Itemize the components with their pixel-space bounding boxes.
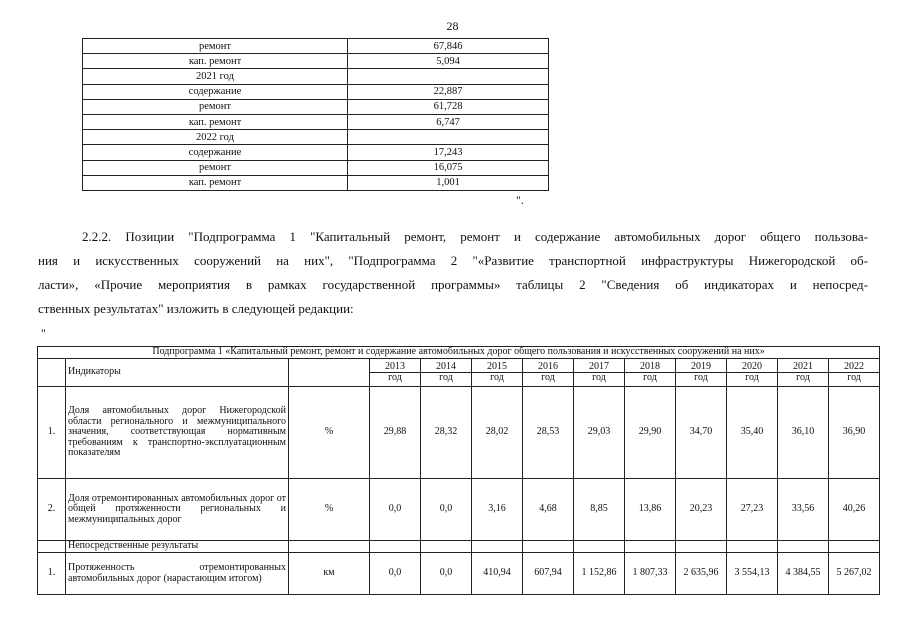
header-unit-cell (289, 359, 370, 387)
empty-cell (523, 541, 574, 553)
year-value: 2018 (625, 362, 675, 374)
row-number: 1. (38, 387, 66, 479)
value-cell: 33,56 (778, 479, 829, 541)
row-value: 5,094 (348, 54, 549, 69)
value-cell: 410,94 (472, 553, 523, 595)
row-number: 1. (38, 553, 66, 595)
amendment-paragraph (38, 225, 868, 321)
header-num-cell (38, 359, 66, 387)
value-cell: 20,23 (676, 479, 727, 541)
table-row (83, 69, 549, 84)
year-value: 2014 (421, 362, 471, 374)
year-suffix: год (847, 372, 861, 383)
row-label: ремонт (83, 99, 348, 114)
empty-cell (289, 541, 370, 553)
table-row (38, 479, 880, 541)
value-cell: 0,0 (370, 553, 421, 595)
year-value: 2015 (472, 362, 522, 374)
row-label: кап. ремонт (83, 54, 348, 69)
table-row (83, 145, 549, 160)
closing-quote: ". (516, 193, 524, 207)
row-label: ремонт (83, 160, 348, 175)
value-cell: 28,32 (421, 387, 472, 479)
value-cell: 0,0 (421, 553, 472, 595)
section-label: Непосредственные результаты (66, 541, 289, 553)
opening-quote: " (41, 326, 46, 340)
header-year (778, 359, 829, 387)
value-cell: 3 554,13 (727, 553, 778, 595)
year-value: 2016 (523, 362, 573, 374)
table-row (83, 130, 549, 145)
value-cell: 1 807,33 (625, 553, 676, 595)
paragraph-line: 2.2.2. Позиции "Подпрограмма 1 "Капитальный ремонт, ремонт и содержание автомобильных дорог общего пользова- (82, 229, 868, 244)
empty-cell (472, 541, 523, 553)
row-label: 2021 год (83, 69, 348, 84)
empty-cell (778, 541, 829, 553)
row-value: 22,887 (348, 84, 549, 99)
value-cell: 34,70 (676, 387, 727, 479)
row-value (348, 130, 549, 145)
page-number: 28 (446, 19, 459, 33)
year-value: 2022 (829, 362, 879, 374)
value-cell: 36,90 (829, 387, 880, 479)
paragraph-line: ственных результатах" изложить в следующей редакции: (38, 301, 354, 316)
table-row (83, 114, 549, 129)
value-cell: 29,90 (625, 387, 676, 479)
header-year (472, 359, 523, 387)
year-suffix: год (490, 372, 504, 383)
value-cell: 2 635,96 (676, 553, 727, 595)
year-value: 2020 (727, 362, 777, 374)
row-value: 6,747 (348, 114, 549, 129)
indicator-name: Протяженность отремонтированных автомобильных дорог (нарастающим итогом) (66, 553, 289, 595)
value-cell: 28,53 (523, 387, 574, 479)
empty-cell (421, 541, 472, 553)
row-label: кап. ремонт (83, 114, 348, 129)
table-row (83, 54, 549, 69)
header-year (370, 359, 421, 387)
year-suffix: год (745, 372, 759, 383)
value-cell: 4,68 (523, 479, 574, 541)
indicators-table (37, 346, 880, 595)
value-cell: 3,16 (472, 479, 523, 541)
row-label: содержание (83, 84, 348, 99)
row-value: 61,728 (348, 99, 549, 114)
table-row (83, 84, 549, 99)
year-suffix: год (388, 372, 402, 383)
header-year (421, 359, 472, 387)
table-row (38, 387, 880, 479)
header-year (625, 359, 676, 387)
empty-cell (829, 541, 880, 553)
row-value: 16,075 (348, 160, 549, 175)
header-year (676, 359, 727, 387)
paragraph-line: ласти», «Прочие мероприятия в рамках государственной программы» таблицы 2 "Сведения об индикаторах и непосред- (38, 277, 868, 292)
value-cell: 27,23 (727, 479, 778, 541)
row-value: 67,846 (348, 39, 549, 54)
unit-cell: % (289, 479, 370, 541)
value-cell: 40,26 (829, 479, 880, 541)
year-suffix: год (592, 372, 606, 383)
paragraph-line: ния и искусственных сооружений на них", "Подпрограмма 2 "«Развитие транспортной инфраструктуры Нижегородской об- (38, 253, 868, 268)
empty-cell (38, 541, 66, 553)
header-indicators: Индикаторы (66, 359, 289, 387)
empty-cell (676, 541, 727, 553)
row-label: ремонт (83, 39, 348, 54)
table-title: Подпрограмма 1 «Капитальный ремонт, ремонт и содержание автомобильных дорог общего пользования и искусственных сооружений на них» (38, 347, 880, 359)
value-cell: 5 267,02 (829, 553, 880, 595)
indicator-name: Доля отремонтированных автомобильных дорог от общей протяженности региональных и межмуниципальных дорог (66, 479, 289, 541)
value-cell: 29,03 (574, 387, 625, 479)
value-cell: 607,94 (523, 553, 574, 595)
row-label: кап. ремонт (83, 175, 348, 190)
row-value: 1,001 (348, 175, 549, 190)
year-value: 2017 (574, 362, 624, 374)
value-cell: 36,10 (778, 387, 829, 479)
row-value: 17,243 (348, 145, 549, 160)
unit-cell: % (289, 387, 370, 479)
value-cell: 0,0 (421, 479, 472, 541)
unit-cell: км (289, 553, 370, 595)
row-number: 2. (38, 479, 66, 541)
value-cell: 8,85 (574, 479, 625, 541)
year-value: 2019 (676, 362, 726, 374)
empty-cell (625, 541, 676, 553)
year-suffix: год (796, 372, 810, 383)
table-row (83, 39, 549, 54)
value-cell: 13,86 (625, 479, 676, 541)
row-label: содержание (83, 145, 348, 160)
value-cell: 28,02 (472, 387, 523, 479)
table-row (83, 160, 549, 175)
header-year (727, 359, 778, 387)
indicator-name: Доля автомобильных дорог Нижегородской области регионального и межмуниципального значения, соответствующая нормативным требованиям к транспортно-эксплуатационным показателям (66, 387, 289, 479)
year-value: 2013 (370, 362, 420, 374)
empty-cell (574, 541, 625, 553)
year-suffix: год (439, 372, 453, 383)
row-value (348, 69, 549, 84)
empty-cell (727, 541, 778, 553)
table-row (83, 175, 549, 190)
year-suffix: год (541, 372, 555, 383)
value-cell: 0,0 (370, 479, 421, 541)
year-suffix: год (643, 372, 657, 383)
table-row (38, 553, 880, 595)
header-year (829, 359, 880, 387)
row-label: 2022 год (83, 130, 348, 145)
value-cell: 1 152,86 (574, 553, 625, 595)
year-suffix: год (694, 372, 708, 383)
header-year (523, 359, 574, 387)
value-cell: 29,88 (370, 387, 421, 479)
section-row (38, 541, 880, 553)
value-cell: 35,40 (727, 387, 778, 479)
empty-cell (370, 541, 421, 553)
year-value: 2021 (778, 362, 828, 374)
funding-table (82, 38, 549, 191)
table-row (83, 99, 549, 114)
value-cell: 4 384,55 (778, 553, 829, 595)
header-year (574, 359, 625, 387)
